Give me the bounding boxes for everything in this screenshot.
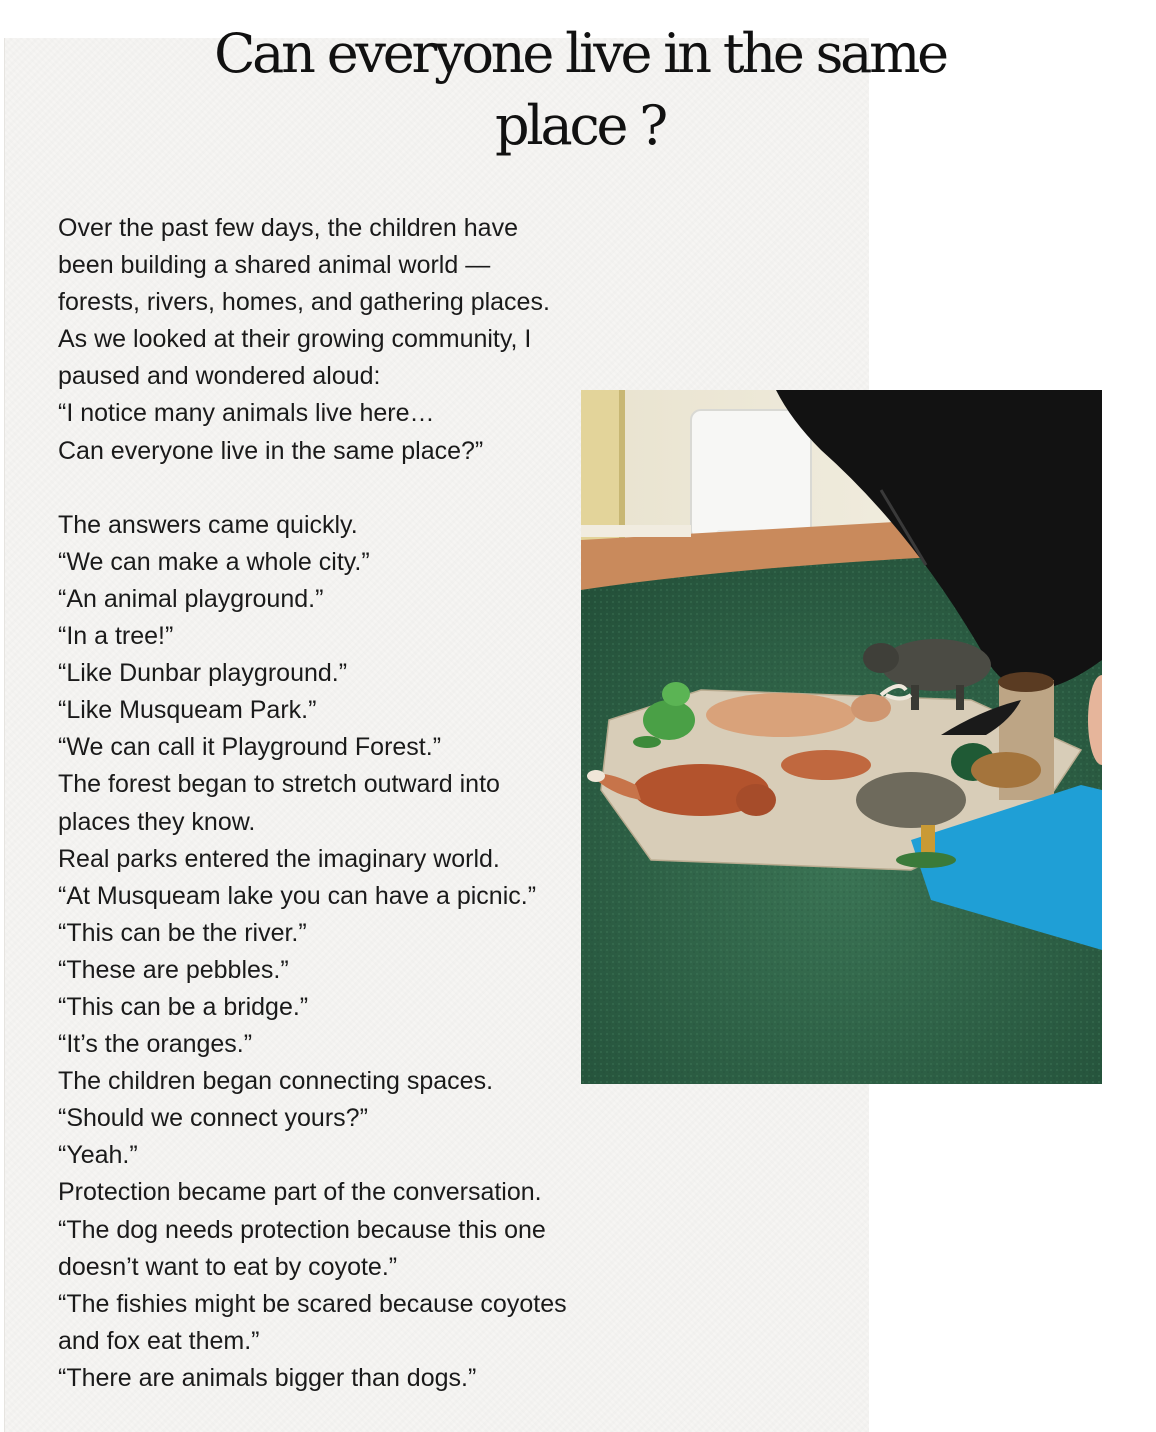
fox-head	[736, 784, 776, 816]
boar-head	[863, 643, 899, 673]
photo-illustration	[581, 390, 1102, 1084]
quote-line: “It’s the oranges.”	[58, 1030, 253, 1059]
boar-figure	[881, 639, 991, 691]
text-line: forests, rivers, homes, and gathering places.	[58, 288, 550, 317]
story-text	[58, 210, 618, 1397]
page-title	[160, 18, 1000, 162]
quote-line: “The fishies might be scared because coyotes	[58, 1289, 567, 1318]
text-line: As we looked at their growing community, I	[58, 325, 532, 354]
boar-leg	[911, 685, 919, 710]
deer-head	[851, 694, 891, 722]
tube-opening	[998, 672, 1054, 692]
text-line: Over the past few days, the children have	[58, 214, 518, 242]
text-line: “I notice many animals live here…	[58, 399, 435, 428]
quote-line: “Like Dunbar playground.”	[58, 659, 348, 688]
quote-line: doesn’t want to eat by coyote.”	[58, 1252, 398, 1281]
quote-line: “We can make a whole city.”	[58, 547, 370, 576]
heater-unit	[691, 410, 811, 540]
frog-figure	[643, 700, 695, 740]
text-line: been building a shared animal world —	[58, 251, 491, 280]
text-line: paused and wondered aloud:	[58, 362, 381, 391]
title-line-2: place ?	[495, 94, 665, 157]
text-line: Protection became part of the conversation.	[58, 1178, 542, 1207]
animal-world-photo	[581, 390, 1102, 1084]
boar-leg	[956, 685, 964, 710]
quote-line: and fox eat them.”	[58, 1326, 260, 1355]
duck-figure	[856, 772, 966, 828]
title-line-1: Can everyone live in the same	[214, 22, 946, 85]
text-line: The forest began to stretch outward into	[58, 770, 500, 799]
quote-line: “In a tree!”	[58, 622, 174, 651]
text-line: The answers came quickly.	[58, 510, 358, 539]
text-line: The children began connecting spaces.	[58, 1067, 494, 1096]
quote-line: “At Musqueam lake you can have a picnic.”	[58, 881, 537, 910]
quote-line: “Yeah.”	[58, 1141, 138, 1170]
text-line: places they know.	[58, 807, 256, 836]
text-line: Can everyone live in the same place?”	[58, 436, 484, 465]
squirrel-figure	[781, 750, 871, 780]
fox-tail-tip	[587, 770, 605, 782]
frog-leg	[633, 736, 661, 748]
deer-figure	[706, 693, 856, 737]
bird-figure	[971, 752, 1041, 788]
quote-line: “These are pebbles.”	[58, 955, 289, 984]
quote-line: “This can be the river.”	[58, 918, 307, 947]
quote-line: “This can be a bridge.”	[58, 992, 309, 1021]
quote-line: “An animal playground.”	[58, 584, 324, 613]
blank-line	[58, 470, 618, 507]
duck-stand	[921, 825, 935, 855]
quote-line: “Should we connect yours?”	[58, 1104, 368, 1133]
text-line: Real parks entered the imaginary world.	[58, 844, 500, 873]
quote-line: “The dog needs protection because this one	[58, 1215, 546, 1244]
duck-base	[896, 852, 956, 868]
quote-line: “We can call it Playground Forest.”	[58, 733, 442, 762]
quote-line: “Like Musqueam Park.”	[58, 696, 317, 725]
frog-head	[662, 682, 690, 706]
quote-line: “There are animals bigger than dogs.”	[58, 1363, 477, 1392]
baseboard	[581, 525, 691, 537]
